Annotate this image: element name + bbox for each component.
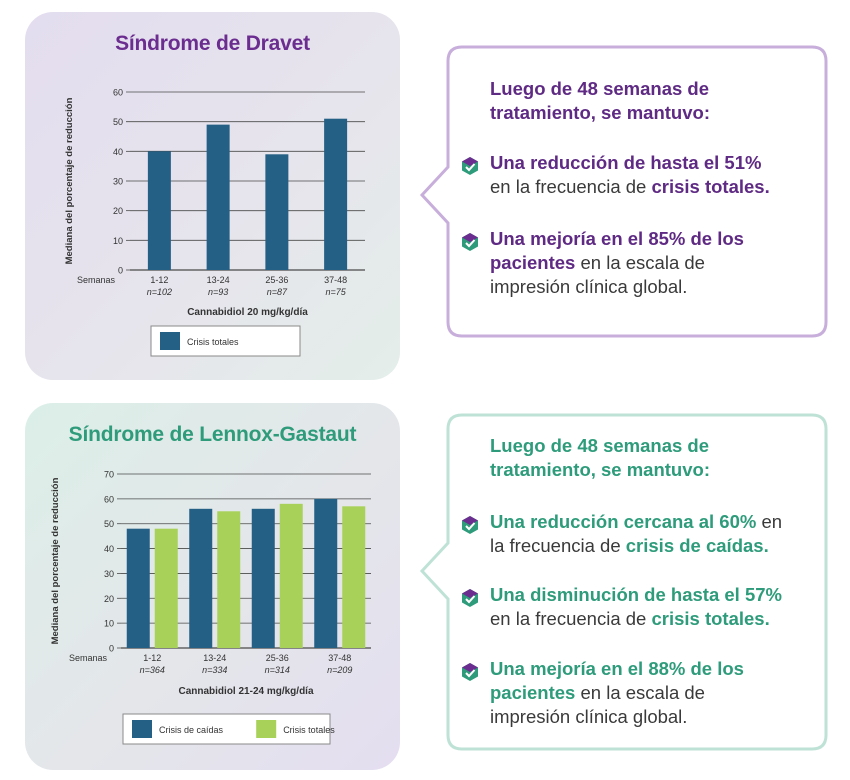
bar-crisis-totales [217, 511, 240, 648]
heading-line-1: Luego de 48 semanas de [490, 435, 710, 456]
bullet-text: impresión clínica global. [490, 706, 688, 727]
heading-line-2: tratamiento, se mantuvo: [490, 459, 710, 480]
dravet-bar-chart [25, 12, 400, 380]
bullet-text: en la frecuencia de [490, 176, 652, 197]
sample-size-label: n=334 [202, 665, 228, 675]
y-tick-label: 60 [112, 87, 123, 98]
x-tick-label: 13-24 [203, 653, 227, 663]
bullet-text: en [756, 511, 783, 532]
lgs-bar-chart [25, 403, 400, 770]
legend-swatch [160, 332, 180, 350]
bar-crisis-de-caídas [314, 499, 337, 648]
sample-size-label: n=75 [325, 287, 346, 297]
bullet-highlight: Una disminución de hasta el 57% [490, 584, 782, 605]
x-axis-label: Cannabidiol 20 mg/kg/día [187, 307, 308, 318]
legend-label: Crisis de caídas [159, 725, 224, 735]
y-axis-label: Mediana del porcentaje de reducción [64, 97, 75, 265]
bar-crisis-totales [342, 506, 365, 648]
bar-crisis-totales [280, 504, 303, 648]
sample-size-label: n=209 [327, 665, 353, 675]
bar-crisis-de-caídas [127, 529, 150, 648]
heading-line-1: Luego de 48 semanas de [490, 78, 710, 99]
sample-size-label: n=93 [207, 287, 229, 297]
x-tick-label: 37-48 [324, 275, 348, 285]
x-row-label: Semanas [68, 653, 107, 663]
bullet-text: en la frecuencia de [490, 608, 652, 629]
legend-label: Crisis totales [283, 725, 335, 735]
bar-crisis-totales [148, 151, 171, 270]
bullet-highlight: pacientes [490, 252, 576, 273]
bullet-highlight: Una reducción de hasta el 51% [490, 152, 762, 173]
y-tick-label: 10 [112, 235, 123, 246]
bar-crisis-totales [324, 119, 347, 270]
bullet-highlight: Una reducción cercana al 60% [490, 511, 757, 532]
y-tick-label: 60 [103, 494, 114, 505]
x-tick-label: 1-12 [143, 653, 162, 663]
bullet-highlight: crisis totales. [651, 608, 770, 629]
cube-check-icon [460, 662, 480, 682]
legend-swatch [256, 720, 276, 738]
callout-heading [490, 77, 710, 125]
bullet-highlight: crisis de caídas. [625, 535, 769, 556]
y-axis-label: Mediana del porcentaje de reducción [50, 477, 61, 645]
y-tick-label: 30 [103, 568, 114, 579]
y-tick-label: 10 [103, 618, 114, 629]
callout-heading [490, 434, 710, 482]
x-tick-label: 37-48 [328, 653, 352, 663]
legend-label: Crisis totales [187, 337, 239, 347]
dravet-title: Síndrome de Dravet [115, 32, 310, 55]
cube-check-icon [460, 588, 480, 608]
y-tick-label: 40 [103, 544, 114, 555]
y-tick-label: 40 [112, 146, 123, 157]
bullet-text: la frecuencia de [490, 535, 626, 556]
sample-size-label: n=87 [266, 287, 288, 297]
y-tick-label: 20 [112, 206, 123, 217]
bullet-reduction [490, 151, 770, 199]
bullet-highlight: crisis totales. [651, 176, 770, 197]
y-tick-label: 0 [117, 265, 123, 276]
sample-size-label: n=314 [264, 665, 290, 675]
legend-swatch [132, 720, 152, 738]
x-tick-label: 25-36 [265, 275, 289, 285]
bullet-improvement [490, 227, 744, 299]
bar-crisis-totales [155, 529, 178, 648]
lgs-callout [420, 413, 830, 753]
bar-crisis-de-caídas [252, 509, 275, 648]
bullet-text: impresión clínica global. [490, 276, 688, 297]
sample-size-label: n=102 [146, 287, 173, 297]
y-tick-label: 30 [112, 176, 123, 187]
bullet-highlight: Una mejoría en el 85% de los [490, 228, 744, 249]
dravet-chart-panel [25, 12, 400, 380]
cube-check-icon [460, 232, 480, 252]
x-axis-label: Cannabidiol 21-24 mg/kg/día [178, 686, 314, 697]
heading-line-2: tratamiento, se mantuvo: [490, 102, 710, 123]
bullet-text: en la escala de [575, 252, 705, 273]
x-tick-label: 25-36 [265, 653, 289, 663]
bar-crisis-de-caídas [189, 509, 212, 648]
dravet-callout [420, 45, 830, 340]
bullet-drop-seizures [490, 510, 782, 558]
bullet-improvement [490, 657, 744, 729]
lgs-chart-panel [25, 403, 400, 770]
lgs-title: Síndrome de Lennox-Gastaut [68, 423, 357, 446]
x-tick-label: 1-12 [150, 275, 169, 285]
x-row-label: Semanas [76, 275, 115, 285]
cube-check-icon [460, 156, 480, 176]
y-tick-label: 50 [112, 117, 123, 128]
bullet-text: en la escala de [575, 682, 705, 703]
y-tick-label: 0 [108, 643, 114, 654]
y-tick-label: 50 [103, 519, 114, 530]
bullet-total-seizures [490, 583, 782, 631]
x-tick-label: 13-24 [206, 275, 230, 285]
cube-check-icon [460, 515, 480, 535]
sample-size-label: n=364 [139, 665, 165, 675]
y-tick-label: 20 [103, 593, 114, 604]
bullet-highlight: Una mejoría en el 88% de los [490, 658, 744, 679]
bar-crisis-totales [265, 154, 288, 270]
bullet-highlight: pacientes [490, 682, 576, 703]
bar-crisis-totales [207, 125, 230, 270]
y-tick-label: 70 [103, 469, 114, 480]
